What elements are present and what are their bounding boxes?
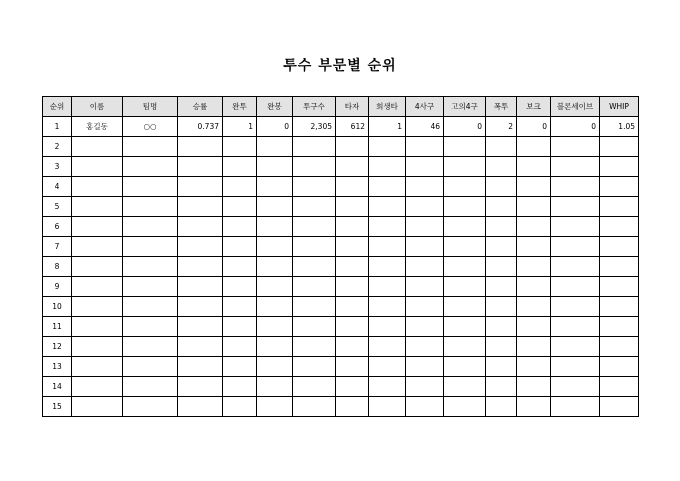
table-cell bbox=[444, 257, 486, 277]
column-header: 폭투 bbox=[486, 97, 517, 117]
table-row bbox=[43, 117, 639, 137]
table-cell bbox=[444, 357, 486, 377]
table-cell bbox=[336, 177, 369, 197]
table-cell bbox=[551, 217, 600, 237]
table-cell bbox=[257, 157, 293, 177]
table-cell bbox=[486, 397, 517, 417]
table-cell bbox=[600, 157, 639, 177]
table-cell bbox=[444, 397, 486, 417]
table-row bbox=[43, 217, 639, 237]
table-cell bbox=[517, 357, 551, 377]
table-cell bbox=[444, 377, 486, 397]
table-cell bbox=[551, 257, 600, 277]
table-cell bbox=[406, 177, 444, 197]
table-cell: 1 bbox=[369, 117, 406, 137]
table-cell bbox=[406, 157, 444, 177]
rank-cell: 7 bbox=[43, 237, 72, 257]
table-row bbox=[43, 277, 639, 297]
table-cell bbox=[223, 137, 257, 157]
table-cell: 1.05 bbox=[600, 117, 639, 137]
table-cell bbox=[336, 337, 369, 357]
table-cell bbox=[293, 217, 336, 237]
table-cell bbox=[486, 197, 517, 217]
table-cell bbox=[123, 397, 178, 417]
table-cell bbox=[551, 357, 600, 377]
table-cell bbox=[551, 157, 600, 177]
table-cell bbox=[486, 337, 517, 357]
table-cell bbox=[178, 217, 223, 237]
table-cell bbox=[486, 277, 517, 297]
rank-cell: 9 bbox=[43, 277, 72, 297]
column-header: 완봉 bbox=[257, 97, 293, 117]
table-cell bbox=[486, 257, 517, 277]
table-cell bbox=[517, 197, 551, 217]
table-cell bbox=[336, 237, 369, 257]
table-cell bbox=[486, 317, 517, 337]
table-cell: 0 bbox=[517, 117, 551, 137]
table-row bbox=[43, 137, 639, 157]
rank-cell: 8 bbox=[43, 257, 72, 277]
column-header: 팀명 bbox=[123, 97, 178, 117]
table-cell bbox=[551, 137, 600, 157]
table-cell bbox=[517, 377, 551, 397]
table-cell bbox=[72, 197, 123, 217]
table-cell bbox=[223, 217, 257, 237]
table-cell bbox=[444, 137, 486, 157]
rank-cell: 5 bbox=[43, 197, 72, 217]
table-cell bbox=[600, 337, 639, 357]
table-row bbox=[43, 197, 639, 217]
table-cell bbox=[257, 237, 293, 257]
table-cell bbox=[336, 297, 369, 317]
table-cell bbox=[551, 197, 600, 217]
table-cell bbox=[293, 177, 336, 197]
table-cell bbox=[600, 197, 639, 217]
table-cell bbox=[369, 197, 406, 217]
table-cell bbox=[178, 297, 223, 317]
table-cell: 612 bbox=[336, 117, 369, 137]
table-cell bbox=[293, 157, 336, 177]
table-cell bbox=[486, 157, 517, 177]
table-cell bbox=[257, 197, 293, 217]
table-cell bbox=[600, 237, 639, 257]
table-cell bbox=[123, 297, 178, 317]
table-cell bbox=[293, 397, 336, 417]
table-cell bbox=[551, 317, 600, 337]
table-cell bbox=[257, 277, 293, 297]
table-cell bbox=[444, 177, 486, 197]
table-cell bbox=[72, 137, 123, 157]
table-row bbox=[43, 377, 639, 397]
table-cell bbox=[369, 217, 406, 237]
table-cell bbox=[72, 297, 123, 317]
table-cell bbox=[369, 317, 406, 337]
table-cell bbox=[72, 317, 123, 337]
column-header: WHIP bbox=[600, 97, 639, 117]
table-cell bbox=[406, 377, 444, 397]
pitcher-ranking-table bbox=[42, 96, 639, 417]
table-cell bbox=[336, 197, 369, 217]
table-cell bbox=[600, 357, 639, 377]
table-cell bbox=[551, 277, 600, 297]
table-cell bbox=[178, 357, 223, 377]
table-cell bbox=[369, 257, 406, 277]
rank-cell: 15 bbox=[43, 397, 72, 417]
table-cell bbox=[223, 357, 257, 377]
table-cell bbox=[551, 337, 600, 357]
table-cell bbox=[486, 177, 517, 197]
table-cell: 0 bbox=[551, 117, 600, 137]
table-cell bbox=[406, 337, 444, 357]
table-row bbox=[43, 317, 639, 337]
table-cell bbox=[178, 337, 223, 357]
table-row bbox=[43, 257, 639, 277]
table-cell bbox=[123, 357, 178, 377]
rank-cell: 10 bbox=[43, 297, 72, 317]
table-cell bbox=[293, 237, 336, 257]
table-cell bbox=[406, 357, 444, 377]
table-cell bbox=[600, 317, 639, 337]
table-cell bbox=[517, 137, 551, 157]
table-header-row bbox=[43, 97, 639, 117]
table-cell bbox=[72, 177, 123, 197]
table-cell bbox=[486, 217, 517, 237]
table-cell bbox=[257, 257, 293, 277]
table-cell bbox=[293, 317, 336, 337]
table-cell bbox=[486, 237, 517, 257]
table-cell bbox=[223, 297, 257, 317]
table-cell bbox=[406, 237, 444, 257]
table-cell bbox=[178, 197, 223, 217]
table-cell bbox=[369, 357, 406, 377]
rank-cell: 11 bbox=[43, 317, 72, 337]
table-cell bbox=[600, 277, 639, 297]
column-header: 타자 bbox=[336, 97, 369, 117]
table-cell bbox=[517, 217, 551, 237]
table-cell bbox=[336, 217, 369, 237]
table-cell bbox=[178, 237, 223, 257]
table-cell bbox=[178, 137, 223, 157]
table-cell bbox=[293, 357, 336, 377]
rank-cell: 13 bbox=[43, 357, 72, 377]
table-cell bbox=[223, 317, 257, 337]
table-cell bbox=[336, 277, 369, 297]
table-cell bbox=[123, 317, 178, 337]
table-cell bbox=[293, 297, 336, 317]
table-cell bbox=[406, 257, 444, 277]
table-cell bbox=[600, 177, 639, 197]
table-cell bbox=[551, 237, 600, 257]
table-cell: 2,305 bbox=[293, 117, 336, 137]
table-cell bbox=[406, 317, 444, 337]
table-cell bbox=[178, 397, 223, 417]
table-cell bbox=[517, 337, 551, 357]
table-cell bbox=[486, 377, 517, 397]
table-cell bbox=[123, 377, 178, 397]
table-cell bbox=[600, 137, 639, 157]
table-cell bbox=[257, 397, 293, 417]
table-cell bbox=[406, 297, 444, 317]
table-cell bbox=[223, 157, 257, 177]
table-cell bbox=[406, 277, 444, 297]
page-title: 투수 부문별 순위 bbox=[283, 58, 397, 74]
table-cell bbox=[123, 197, 178, 217]
table-cell bbox=[444, 157, 486, 177]
table-cell bbox=[293, 257, 336, 277]
table-cell bbox=[257, 357, 293, 377]
table-cell bbox=[123, 277, 178, 297]
rank-cell: 14 bbox=[43, 377, 72, 397]
table-cell bbox=[178, 157, 223, 177]
table-cell bbox=[223, 257, 257, 277]
table-cell bbox=[123, 217, 178, 237]
table-row bbox=[43, 337, 639, 357]
table-cell: 홍길동 bbox=[72, 117, 123, 137]
table-row bbox=[43, 397, 639, 417]
table-cell bbox=[257, 217, 293, 237]
table-cell bbox=[406, 217, 444, 237]
table-row bbox=[43, 237, 639, 257]
table-cell bbox=[123, 157, 178, 177]
table-cell bbox=[293, 197, 336, 217]
table-cell bbox=[369, 397, 406, 417]
table-cell bbox=[444, 297, 486, 317]
table-cell: 0.737 bbox=[178, 117, 223, 137]
table-cell bbox=[336, 317, 369, 337]
table-cell bbox=[600, 297, 639, 317]
table-cell bbox=[551, 177, 600, 197]
table-cell bbox=[406, 137, 444, 157]
table-cell bbox=[223, 277, 257, 297]
rank-cell: 4 bbox=[43, 177, 72, 197]
table-cell bbox=[336, 357, 369, 377]
column-header: 희생타 bbox=[369, 97, 406, 117]
table-cell bbox=[444, 217, 486, 237]
column-header: 완투 bbox=[223, 97, 257, 117]
table-cell bbox=[178, 317, 223, 337]
table-cell bbox=[257, 297, 293, 317]
table-cell: 2 bbox=[486, 117, 517, 137]
table-cell bbox=[293, 277, 336, 297]
table-cell bbox=[551, 397, 600, 417]
table-cell bbox=[517, 237, 551, 257]
table-cell bbox=[72, 377, 123, 397]
table-cell bbox=[486, 137, 517, 157]
table-cell: 1 bbox=[223, 117, 257, 137]
rank-cell: 3 bbox=[43, 157, 72, 177]
table-cell bbox=[72, 157, 123, 177]
table-cell bbox=[444, 337, 486, 357]
table-cell bbox=[178, 277, 223, 297]
table-cell bbox=[223, 377, 257, 397]
table-cell bbox=[293, 137, 336, 157]
table-cell bbox=[257, 137, 293, 157]
table-cell bbox=[123, 137, 178, 157]
column-header: 고의4구 bbox=[444, 97, 486, 117]
table-row bbox=[43, 297, 639, 317]
table-cell bbox=[444, 237, 486, 257]
column-header: 보크 bbox=[517, 97, 551, 117]
table-cell bbox=[293, 337, 336, 357]
table-cell bbox=[178, 177, 223, 197]
table-cell bbox=[369, 157, 406, 177]
table-cell bbox=[123, 257, 178, 277]
rank-cell: 2 bbox=[43, 137, 72, 157]
table-cell bbox=[517, 297, 551, 317]
column-header: 4사구 bbox=[406, 97, 444, 117]
table-cell bbox=[336, 157, 369, 177]
table-cell: ○○ bbox=[123, 117, 178, 137]
table-cell bbox=[369, 297, 406, 317]
table-cell bbox=[72, 237, 123, 257]
column-header: 이름 bbox=[72, 97, 123, 117]
table-cell bbox=[123, 337, 178, 357]
table-cell bbox=[223, 237, 257, 257]
column-header: 투구수 bbox=[293, 97, 336, 117]
table-cell bbox=[444, 317, 486, 337]
rank-cell: 1 bbox=[43, 117, 72, 137]
table-row bbox=[43, 357, 639, 377]
table-cell bbox=[444, 277, 486, 297]
table-cell bbox=[517, 277, 551, 297]
table-cell bbox=[369, 177, 406, 197]
table-row bbox=[43, 157, 639, 177]
table-cell bbox=[72, 397, 123, 417]
table-cell bbox=[517, 397, 551, 417]
table-cell bbox=[336, 137, 369, 157]
column-header: 블론세이브 bbox=[551, 97, 600, 117]
table-cell bbox=[551, 297, 600, 317]
table-cell bbox=[72, 357, 123, 377]
table-cell bbox=[444, 197, 486, 217]
table-cell bbox=[336, 377, 369, 397]
table-cell bbox=[178, 377, 223, 397]
table-cell bbox=[178, 257, 223, 277]
table-cell bbox=[123, 177, 178, 197]
table-cell bbox=[486, 357, 517, 377]
table-cell bbox=[600, 257, 639, 277]
table-cell bbox=[369, 237, 406, 257]
table-cell bbox=[551, 377, 600, 397]
rank-cell: 6 bbox=[43, 217, 72, 237]
table-cell bbox=[486, 297, 517, 317]
table-cell bbox=[369, 277, 406, 297]
table-cell bbox=[257, 177, 293, 197]
table-cell bbox=[293, 377, 336, 397]
table-cell bbox=[223, 177, 257, 197]
table-cell bbox=[336, 397, 369, 417]
table-cell bbox=[223, 397, 257, 417]
table-cell: 0 bbox=[257, 117, 293, 137]
table-cell bbox=[72, 257, 123, 277]
table-cell bbox=[72, 277, 123, 297]
table-cell bbox=[257, 377, 293, 397]
table-cell bbox=[517, 317, 551, 337]
table-cell bbox=[369, 137, 406, 157]
rank-cell: 12 bbox=[43, 337, 72, 357]
table-cell bbox=[257, 337, 293, 357]
table-cell bbox=[223, 337, 257, 357]
table-cell bbox=[72, 337, 123, 357]
table-cell: 46 bbox=[406, 117, 444, 137]
table-cell bbox=[123, 237, 178, 257]
table-cell bbox=[600, 397, 639, 417]
table-cell: 0 bbox=[444, 117, 486, 137]
table-cell bbox=[257, 317, 293, 337]
table-cell bbox=[406, 397, 444, 417]
table-cell bbox=[72, 217, 123, 237]
table-cell bbox=[406, 197, 444, 217]
column-header: 순위 bbox=[43, 97, 72, 117]
table-cell bbox=[517, 177, 551, 197]
table-cell bbox=[223, 197, 257, 217]
table-cell bbox=[336, 257, 369, 277]
table-row bbox=[43, 177, 639, 197]
table-cell bbox=[600, 217, 639, 237]
table-cell bbox=[369, 377, 406, 397]
table-cell bbox=[600, 377, 639, 397]
table-cell bbox=[369, 337, 406, 357]
table-cell bbox=[517, 257, 551, 277]
column-header: 승률 bbox=[178, 97, 223, 117]
table-cell bbox=[517, 157, 551, 177]
